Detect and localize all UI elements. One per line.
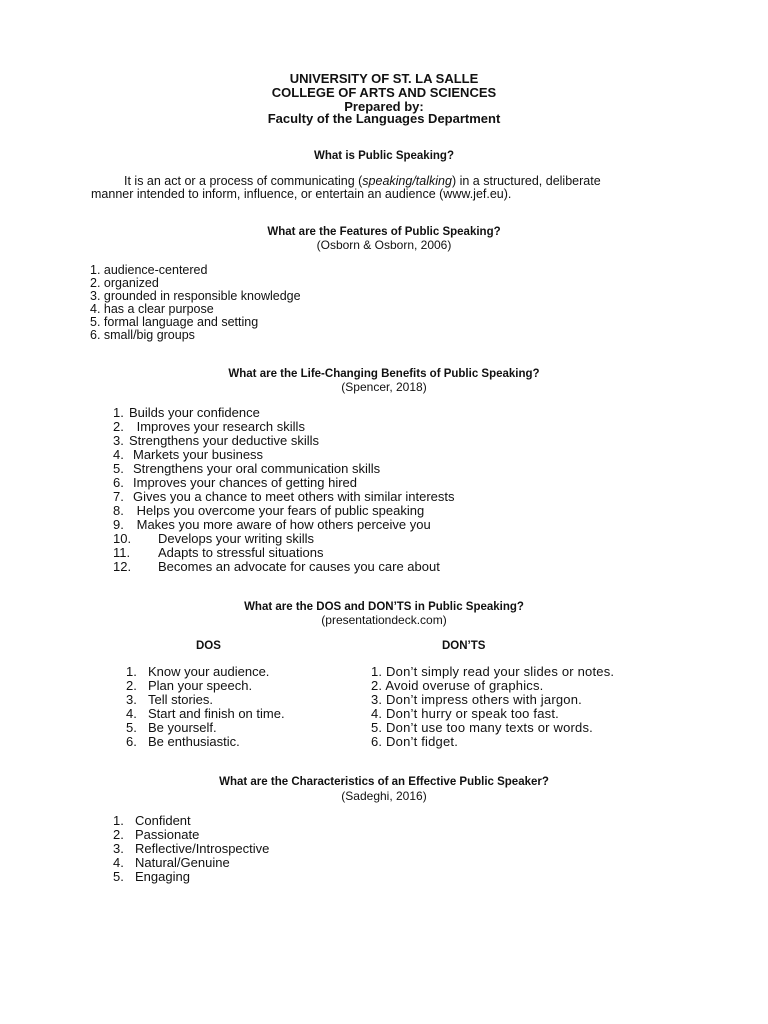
faculty-name: Faculty of the Languages Department (267, 111, 501, 126)
list-item (113, 476, 455, 490)
list-text: Tell stories. (148, 692, 214, 707)
university-name: UNIVERSITY OF ST. LA SALLE (289, 71, 479, 86)
features-heading: What are the Features of Public Speaking? (267, 226, 501, 238)
list-item: 2. organized (90, 276, 159, 290)
list-text: Reflective/Introspective (135, 841, 270, 856)
list-number: 4. (126, 706, 137, 721)
what-is-paragraph-line2: manner intended to inform, influence, or entertain an audience (www.jef.eu). (91, 187, 512, 201)
list-text: Makes you more aware of how others perceive you (133, 517, 431, 532)
list-item: 1. Don’t simply read your slides or notes. (371, 664, 615, 679)
list-text: Start and finish on time. (148, 706, 285, 721)
list-item: 6. Don’t fidget. (371, 734, 459, 749)
list-number: 12. (113, 559, 132, 574)
list-item: 6. small/big groups (90, 328, 195, 342)
list-item (113, 490, 455, 504)
list-number: 1. (113, 813, 124, 828)
list-number: 3. (113, 841, 124, 856)
dos-label: DOS (196, 640, 221, 652)
list-text: Helps you overcome your fears of public speaking (133, 503, 425, 518)
characteristics-citation: (Sadeghi, 2016) (341, 789, 427, 803)
list-number: 2. (113, 419, 124, 434)
list-number: 6. (126, 734, 137, 749)
list-text: Natural/Genuine (135, 855, 230, 870)
list-text: Engaging (135, 869, 190, 884)
list-number: 4. (113, 447, 124, 462)
benefits-heading: What are the Life-Changing Benefits of Public Speaking? (228, 368, 540, 380)
what-is-text-after: ) in a structured, deliberate (451, 174, 601, 188)
list-number: 10. (113, 531, 132, 546)
list-number: 1. (126, 664, 137, 679)
list-number: 7. (113, 489, 124, 504)
list-item (126, 665, 285, 679)
list-text: Confident (135, 813, 191, 828)
list-item: 2. Avoid overuse of graphics. (371, 678, 544, 693)
list-number: 4. (113, 855, 124, 870)
list-text: Strengthens your oral communication skills (133, 461, 381, 476)
list-item: 5. Don’t use too many texts or words. (371, 720, 593, 735)
benefits-list (113, 406, 455, 574)
features-list (90, 264, 301, 342)
what-is-text-italic: speaking/talking (362, 174, 452, 188)
list-text: Strengthens your deductive skills (129, 433, 320, 448)
list-number: 5. (126, 720, 137, 735)
list-item (113, 448, 455, 462)
list-text: Adapts to stressful situations (158, 545, 324, 560)
list-text: Improves your research skills (133, 419, 305, 434)
list-item (113, 406, 455, 420)
list-item: 3. grounded in responsible knowledge (90, 289, 301, 303)
list-item (113, 532, 455, 546)
prepared-by: Prepared by: (344, 99, 424, 114)
list-text: Plan your speech. (148, 678, 253, 693)
what-is-paragraph-line1 (124, 174, 601, 188)
list-text: Develops your writing skills (158, 531, 315, 546)
features-citation: (Osborn & Osborn, 2006) (316, 238, 452, 252)
dos-list (126, 665, 285, 749)
list-item (113, 462, 455, 476)
list-text: Markets your business (133, 447, 264, 462)
characteristics-heading: What are the Characteristics of an Effective Public Speaker? (219, 776, 549, 788)
list-item (113, 870, 269, 884)
list-item (126, 679, 285, 693)
list-item (113, 814, 269, 828)
list-number: 3. (126, 692, 137, 707)
list-number: 6. (113, 475, 124, 490)
list-text: Be enthusiastic. (148, 734, 240, 749)
list-number: 3. (113, 433, 124, 448)
college-name: COLLEGE OF ARTS AND SCIENCES (271, 85, 497, 100)
list-item: 3. Don’t impress others with jargon. (371, 692, 582, 707)
list-item: 4. has a clear purpose (90, 302, 214, 316)
list-item (113, 518, 455, 532)
list-number: 8. (113, 503, 124, 518)
what-is-heading: What is Public Speaking? (314, 150, 454, 162)
list-text: Becomes an advocate for causes you care about (158, 559, 440, 574)
dos-donts-citation: (presentationdeck.com) (321, 613, 447, 627)
list-item (113, 420, 455, 434)
list-item: 4. Don’t hurry or speak too fast. (371, 706, 559, 721)
list-item (113, 828, 269, 842)
what-is-text-before: It is an act or a process of communicating ( (124, 174, 363, 188)
list-item (126, 721, 285, 735)
list-number: 9. (113, 517, 124, 532)
list-text: Gives you a chance to meet others with similar interests (133, 489, 455, 504)
list-item (113, 434, 455, 448)
list-item (113, 842, 269, 856)
list-item (113, 546, 455, 560)
list-item (113, 560, 455, 574)
donts-list (371, 665, 614, 749)
list-number: 2. (126, 678, 137, 693)
list-text: Improves your chances of getting hired (133, 475, 358, 490)
characteristics-list (113, 814, 269, 884)
list-number: 1. (113, 405, 124, 420)
list-item (126, 735, 285, 749)
list-text: Passionate (135, 827, 200, 842)
list-item (113, 856, 269, 870)
benefits-citation: (Spencer, 2018) (341, 380, 427, 394)
list-number: 5. (113, 461, 124, 476)
list-item (126, 693, 285, 707)
list-number: 5. (113, 869, 124, 884)
list-text: Builds your confidence (129, 405, 260, 420)
dos-donts-heading: What are the DOS and DON’TS in Public Speaking? (244, 601, 524, 613)
list-item (126, 707, 285, 721)
donts-label: DON’TS (442, 640, 486, 652)
list-item: 5. formal language and setting (90, 315, 259, 329)
list-number: 11. (113, 545, 131, 560)
list-text: Be yourself. (148, 720, 217, 735)
list-text: Know your audience. (148, 664, 270, 679)
list-item (113, 504, 455, 518)
list-item: 1. audience-centered (90, 263, 208, 277)
list-number: 2. (113, 827, 124, 842)
